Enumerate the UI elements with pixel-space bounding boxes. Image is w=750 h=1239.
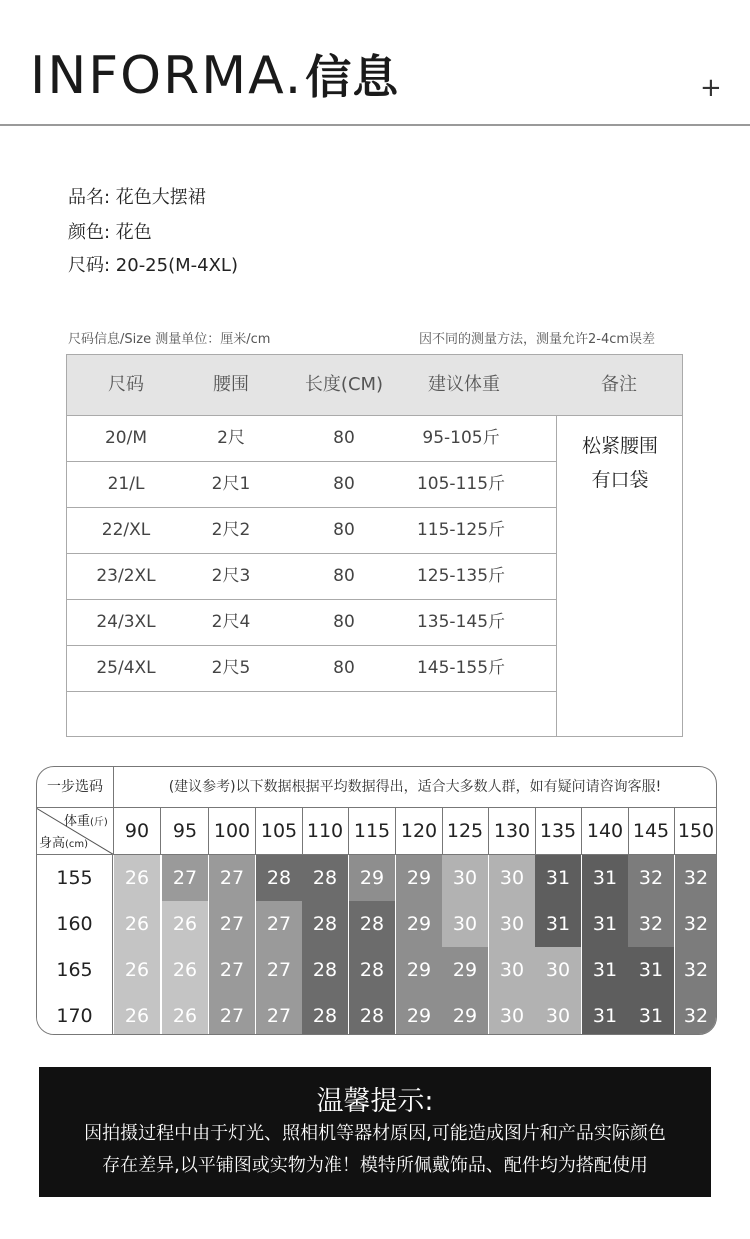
size-cell: 27 — [162, 855, 209, 901]
height-axis-text: 身高 — [39, 836, 66, 851]
size-cell: 28 — [256, 855, 303, 901]
size-cell: 26 — [114, 901, 161, 947]
weight-header-cell: 100 — [209, 808, 256, 854]
table-row — [67, 599, 556, 646]
size-cell: 32 — [675, 855, 717, 901]
cell-weight: 135-145斤 — [416, 612, 506, 632]
quick-pick-label: 一步选码 — [37, 767, 114, 807]
weight-header-cell: 115 — [349, 808, 396, 854]
weight-header-cell: 130 — [489, 808, 536, 854]
size-cell: 32 — [675, 901, 717, 947]
plus-icon: + — [700, 73, 722, 103]
size-cell: 31 — [582, 947, 629, 993]
size-cell: 32 — [675, 993, 717, 1035]
header-length: 长度(CM) — [304, 374, 384, 395]
size-table — [66, 354, 683, 737]
size-cell: 27 — [256, 993, 303, 1035]
size-cell: 30 — [489, 993, 536, 1035]
size-cell: 31 — [535, 855, 582, 901]
cell-size: 22/XL — [101, 520, 151, 540]
warm-tip-box — [39, 1067, 711, 1197]
size-cell: 27 — [209, 855, 256, 901]
size-cell: 32 — [628, 855, 675, 901]
size-cell: 31 — [628, 947, 675, 993]
weight-header-cell: 125 — [442, 808, 489, 854]
size-cell: 32 — [675, 947, 717, 993]
header-remark: 备注 — [601, 374, 637, 395]
size-recommendation-chart — [36, 766, 717, 1035]
remark-pocket: 有口袋 — [591, 469, 649, 491]
height-label: 165 — [37, 947, 113, 993]
cell-waist: 2尺2 — [211, 520, 251, 540]
weight-header-cell: 90 — [114, 808, 161, 854]
weight-header-cell: 120 — [396, 808, 443, 854]
cell-length: 80 — [333, 474, 355, 494]
cell-waist: 2尺4 — [211, 612, 251, 632]
size-cell: 31 — [628, 993, 675, 1035]
tip-line-2: 存在差异,以平铺图或实物为准！模特所佩戴饰品、配件均为搭配使用 — [102, 1155, 648, 1176]
size-cell: 29 — [396, 947, 443, 993]
cell-size: 21/L — [107, 474, 145, 494]
brand-chinese: 信息 — [305, 50, 400, 104]
size-table-header — [67, 355, 682, 416]
header-waist: 腰围 — [213, 374, 249, 395]
size-cell: 28 — [302, 855, 349, 901]
product-color: 颜色: 花色 — [68, 222, 152, 243]
weight-axis-text: 体重 — [64, 814, 91, 829]
size-cell: 30 — [442, 855, 489, 901]
product-size-range: 尺码: 20-25(M-4XL) — [68, 255, 238, 276]
weight-header-cell: 135 — [535, 808, 582, 854]
weight-header-cell: 105 — [256, 808, 303, 854]
table-row — [67, 415, 556, 462]
weight-header-cell: 110 — [302, 808, 349, 854]
size-cell: 28 — [302, 947, 349, 993]
size-cell: 27 — [209, 993, 256, 1035]
header-size: 尺码 — [108, 374, 144, 395]
height-axis-label — [39, 832, 88, 851]
cell-weight: 115-125斤 — [416, 520, 506, 540]
product-name: 品名: 花色大摆裙 — [68, 187, 206, 208]
size-cell: 26 — [162, 901, 209, 947]
weight-header-cell: 150 — [675, 808, 717, 854]
table-row — [67, 553, 556, 600]
size-cell: 31 — [582, 993, 629, 1035]
height-axis-unit: (cm) — [65, 839, 89, 850]
recommendation-header — [37, 767, 717, 808]
table-row — [67, 461, 556, 508]
cell-weight: 95-105斤 — [422, 428, 500, 448]
size-cell: 29 — [396, 901, 443, 947]
size-cell: 28 — [302, 901, 349, 947]
header-weight: 建议体重 — [428, 374, 500, 395]
size-cell: 29 — [396, 855, 443, 901]
cell-size: 23/2XL — [96, 566, 156, 586]
header-divider — [0, 124, 750, 126]
cell-waist: 2尺1 — [211, 474, 251, 494]
size-cell: 28 — [349, 993, 396, 1035]
size-cell: 30 — [442, 901, 489, 947]
size-cell: 30 — [489, 855, 536, 901]
height-row — [37, 855, 717, 902]
remark-column — [556, 415, 683, 736]
table-row — [67, 507, 556, 554]
weight-header-cell: 95 — [162, 808, 209, 854]
size-cell: 31 — [582, 855, 629, 901]
height-label: 155 — [37, 855, 113, 901]
size-cell: 27 — [256, 947, 303, 993]
size-cell: 28 — [349, 901, 396, 947]
size-note-left: 尺码信息/Size 测量单位：厘米/cm — [68, 332, 271, 347]
cell-weight: 105-115斤 — [416, 474, 506, 494]
cell-weight: 125-135斤 — [416, 566, 506, 586]
size-cell: 26 — [162, 993, 209, 1035]
weight-header-cell: 140 — [582, 808, 629, 854]
weight-axis-label — [64, 810, 108, 829]
height-row — [37, 901, 717, 948]
size-cell: 26 — [114, 855, 161, 901]
cell-waist: 2尺3 — [211, 566, 251, 586]
axis-corner — [37, 808, 114, 854]
cell-length: 80 — [333, 566, 355, 586]
cell-size: 20/M — [104, 428, 148, 448]
size-cell: 27 — [209, 901, 256, 947]
weight-axis-unit: (斤) — [90, 817, 108, 828]
size-note-right: 因不同的测量方法，测量允许2-4cm误差 — [419, 332, 656, 347]
size-cell: 29 — [396, 993, 443, 1035]
cell-length: 80 — [333, 612, 355, 632]
size-cell: 30 — [535, 947, 582, 993]
cell-length: 80 — [333, 658, 355, 678]
cell-waist: 2尺 — [217, 428, 245, 448]
size-cell: 30 — [489, 947, 536, 993]
size-cell: 26 — [162, 947, 209, 993]
tip-line-1: 因拍摄过程中由于灯光、照相机等器材原因,可能造成图片和产品实际颜色 — [84, 1123, 666, 1144]
size-cell: 31 — [535, 901, 582, 947]
tip-title: 温馨提示: — [316, 1086, 434, 1117]
size-cell: 30 — [489, 901, 536, 947]
height-label: 170 — [37, 993, 113, 1035]
recommendation-note: (建议参考)以下数据根据平均数据得出，适合大多数人群，如有疑问请咨询客服! — [168, 779, 662, 795]
brand-logo — [30, 46, 399, 106]
weight-row — [37, 808, 717, 855]
brand-latin: INFORMA. — [30, 46, 304, 106]
cell-length: 80 — [333, 520, 355, 540]
cell-waist: 2尺5 — [211, 658, 251, 678]
cell-size: 24/3XL — [96, 612, 156, 632]
size-cell: 32 — [628, 901, 675, 947]
cell-length: 80 — [333, 428, 355, 448]
size-cell: 28 — [302, 993, 349, 1035]
height-label: 160 — [37, 901, 113, 947]
size-cell: 31 — [582, 901, 629, 947]
height-row — [37, 947, 717, 994]
height-row — [37, 993, 717, 1035]
size-cell: 29 — [349, 855, 396, 901]
cell-weight: 145-155斤 — [416, 658, 506, 678]
size-cell: 26 — [114, 947, 161, 993]
size-cell: 27 — [256, 901, 303, 947]
size-cell: 27 — [209, 947, 256, 993]
size-cell: 26 — [114, 993, 161, 1035]
remark-elastic-waist: 松紧腰围 — [581, 435, 658, 457]
cell-size: 25/4XL — [96, 658, 156, 678]
weight-header-cell: 145 — [628, 808, 675, 854]
size-cell: 29 — [442, 993, 489, 1035]
size-cell: 30 — [535, 993, 582, 1035]
table-row — [67, 645, 556, 692]
size-cell: 28 — [349, 947, 396, 993]
size-cell: 29 — [442, 947, 489, 993]
